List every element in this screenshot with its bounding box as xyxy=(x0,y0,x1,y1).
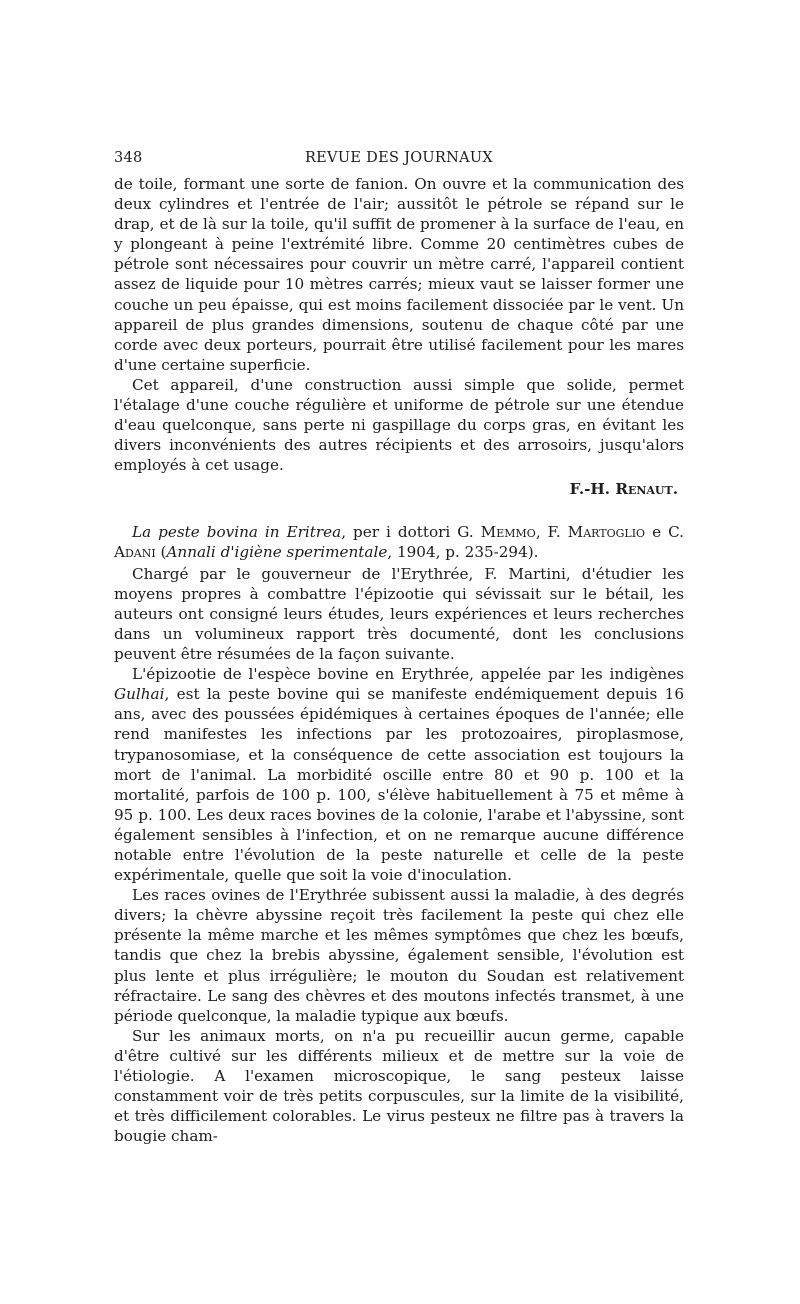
author-name: Martoglio xyxy=(567,522,646,541)
article-title: La peste bovina in Eritrea xyxy=(132,522,342,541)
citation-text: , per i dottori G. xyxy=(341,522,481,541)
paragraph: Sur les animaux morts, on n'a pu recueillir aucun germe, capable d'être cultivé sur les différents milieux et de mettre sur la voie de l'étiologie. A l'examen microscopique, le sang pesteux laisse constamment voir de très petits corpuscules, sur la limite de la visibilité, et très difficilement colorables. Le virus pesteux ne filtre pas à travers la bougie cham- xyxy=(114,1026,684,1146)
paragraph xyxy=(114,664,684,885)
journal-name: Annali d'igiène sperimentale xyxy=(166,542,388,561)
citation-text: , 1904, p. 235-294). xyxy=(387,542,539,561)
citation-text: ( xyxy=(155,542,167,561)
signature-text: F.-H. Renaut. xyxy=(569,480,678,499)
paragraph-text: L'épizootie de l'espèce bovine en Erythrée, appelée par les indigènes xyxy=(132,665,684,684)
author-name: Memmo xyxy=(480,522,536,541)
paragraph-continued: de toile, formant une sorte de fanion. On ouvre et la communication des deux cylindres et l'entrée de l'air; aussitôt le pétrole se répand sur le drap, et de là sur la toile, qu'il suffit de promener à la surface de l'eau, en y plongeant à peine l'extrémité libre. Comme 20 centimètres cubes de pétrole sont nécessaires pour couvrir un mètre carré, l'appareil contient assez de liquide pour 10 mètres carrés; mieux vaut se laisser former une couche un peu épaisse, qui est moins facilement dissociée par le vent. Un appareil de plus grandes dimensions, soutenu de chaque côté par une corde avec deux porteurs, pourrait être utilisé facilement pour les mares d'une certaine superficie. xyxy=(114,175,684,374)
running-head xyxy=(114,150,684,174)
page-number: 348 xyxy=(114,150,143,166)
page xyxy=(114,150,684,1146)
citation-text: , F. xyxy=(535,522,568,541)
paragraph-text: , est la peste bovine qui se manifeste endémiquement depuis 16 ans, avec des poussées épidémiques à certaines époques de l'année; elle rend manifestes les infections par les protozoaires, piroplasmose, trypanosomiase, et la conséquence de cette association est toujours la mort de l'animal. La morbidité oscille entre 80 et 90 p. 100 et la mortalité, parfois de 100 p. 100, s'élève habituellement à 75 et même à 95 p. 100. Les deux races bovines de la colonie, l'arabe et l'abyssine, sont également sensibles à l'infection, et on ne remarque aucune différence notable entre l'évolution de la peste naturelle et celle de la peste expérimentale, quelle que soit la voie d'inoculation. xyxy=(114,685,684,885)
section-gap xyxy=(114,500,684,522)
paragraph: Cet appareil, d'une construction aussi simple que solide, permet l'étalage d'une couche régulière et uniforme de pétrole sur une étendue d'eau quelconque, sans perte ni gaspillage du corps gras, en évitant les divers inconvénients des autres récipients et des arrosoirs, jusqu'alors employés à cet usage. xyxy=(114,375,684,475)
journal-title: REVUE DES JOURNAUX xyxy=(304,150,494,166)
author-signature xyxy=(114,479,684,499)
article-citation xyxy=(114,522,684,562)
term: Gulhai xyxy=(114,685,165,704)
citation-text: e C. xyxy=(645,522,685,541)
paragraph: Les races ovines de l'Erythrée subissent aussi la maladie, à des degrés divers; la chèvre abyssine reçoit très facilement la peste qui chez elle présente la même marche et les mêmes symptômes que chez les bœufs, tandis que chez la brebis abyssine, également sensible, l'évolution est plus lente et plus irrégulière; le mouton du Soudan est relativement réfractaire. Le sang des chèvres et des moutons infectés transmet, à une période quelconque, la maladie typique aux bœufs. xyxy=(114,886,684,1025)
author-name: Adani xyxy=(114,542,156,561)
paragraph: Chargé par le gouverneur de l'Erythrée, F. Martini, d'étudier les moyens propres à combattre l'épizootie qui sévissait sur le bétail, les auteurs ont consigné leurs études, leurs expériences et leurs recherches dans un volumineux rapport très documenté, dont les conclusions peuvent être résumées de la façon suivante. xyxy=(114,564,684,664)
